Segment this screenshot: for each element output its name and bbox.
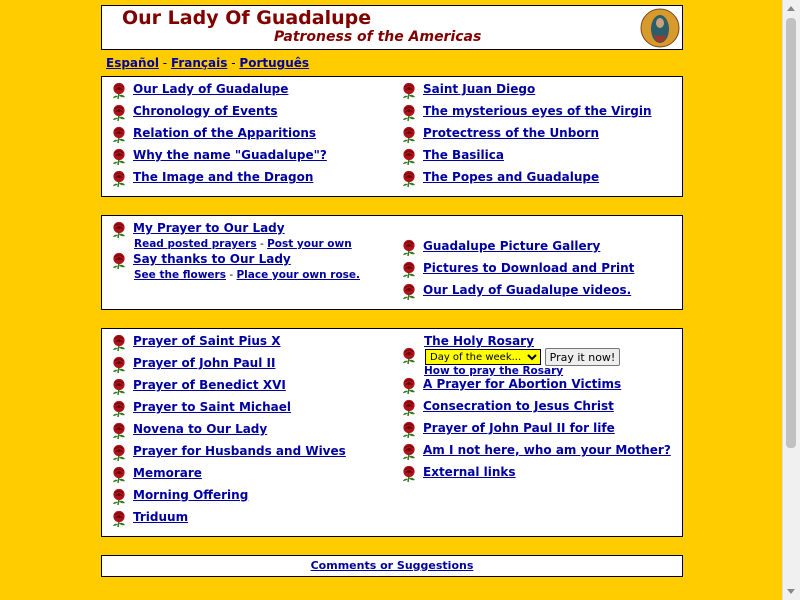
prayer-link[interactable]: Memorare — [133, 466, 202, 480]
comments-box — [101, 555, 683, 577]
topic-link[interactable]: Saint Juan Diego — [423, 82, 536, 96]
topic-link[interactable]: Relation of the Apparitions — [133, 126, 317, 140]
site-header — [101, 5, 683, 50]
prayer-link[interactable]: Am I not here, who am your Mother? — [423, 443, 671, 457]
scroll-up-arrow-icon[interactable] — [787, 6, 795, 11]
language-links — [106, 56, 309, 70]
rose-icon — [111, 378, 127, 396]
devotions-section — [101, 215, 683, 310]
day-of-week-select[interactable] — [425, 349, 541, 365]
say-thanks-link[interactable]: Say thanks to Our Lady — [133, 252, 291, 266]
rose-icon — [111, 170, 127, 188]
rose-icon — [401, 82, 417, 100]
rose-icon — [401, 465, 417, 483]
rose-icon — [111, 422, 127, 440]
external-links-link[interactable]: External links — [423, 465, 516, 479]
rose-icon — [401, 170, 417, 188]
topic-link[interactable]: The Basilica — [423, 148, 504, 162]
topic-link[interactable]: The Image and the Dragon — [133, 170, 314, 184]
separator: - — [231, 56, 236, 70]
how-to-pray-rosary-link[interactable]: How to pray the Rosary — [424, 365, 564, 377]
topic-link[interactable]: Protectress of the Unborn — [423, 126, 600, 140]
prayer-link[interactable]: Novena to Our Lady — [133, 422, 268, 436]
comments-link[interactable]: Comments or Suggestions — [310, 559, 474, 572]
prayer-sublinks — [134, 238, 352, 250]
topic-link[interactable]: Our Lady of Guadalupe — [133, 82, 289, 96]
prayer-link[interactable]: Consecration to Jesus Christ — [423, 399, 614, 413]
prayer-link[interactable]: Prayer of Benedict XVI — [133, 378, 286, 392]
see-flowers-link[interactable]: See the flowers — [134, 269, 226, 281]
language-pt-link[interactable]: Português — [239, 56, 310, 70]
topic-link[interactable]: Chronology of Events — [133, 104, 278, 118]
post-prayer-link[interactable]: Post your own — [267, 238, 352, 250]
site-subtitle: Patroness of the Americas — [274, 29, 482, 45]
prayer-link[interactable]: A Prayer for Abortion Victims — [423, 377, 622, 391]
prayer-link[interactable]: Prayer to Saint Michael — [133, 400, 292, 414]
read-prayers-link[interactable]: Read posted prayers — [134, 238, 257, 250]
vertical-scrollbar[interactable] — [782, 0, 800, 600]
topic-link[interactable]: The Popes and Guadalupe — [423, 170, 600, 184]
our-lady-medallion-icon — [640, 8, 680, 48]
videos-link[interactable]: Our Lady of Guadalupe videos. — [423, 283, 632, 297]
rose-icon — [401, 399, 417, 417]
site-title: Our Lady Of Guadalupe — [122, 7, 372, 29]
separator: - — [162, 56, 168, 70]
rose-icon — [401, 443, 417, 461]
rose-icon — [111, 252, 127, 270]
rose-icon — [111, 444, 127, 462]
rose-icon — [401, 261, 417, 279]
topic-link[interactable]: Why the name "Guadalupe"? — [133, 148, 327, 162]
prayers-section — [101, 328, 683, 537]
rose-icon — [111, 356, 127, 374]
prayer-link[interactable]: Prayer of Saint Pius X — [133, 334, 281, 348]
rose-icon — [401, 283, 417, 301]
scroll-down-arrow-icon[interactable] — [787, 589, 795, 594]
scroll-thumb[interactable] — [786, 18, 796, 448]
rose-icon — [401, 148, 417, 166]
rose-icon — [111, 221, 127, 239]
rose-icon — [111, 510, 127, 528]
rose-icon — [401, 377, 417, 395]
thanks-sublinks — [134, 269, 360, 281]
gallery-link[interactable]: Guadalupe Picture Gallery — [423, 239, 601, 253]
language-es-link[interactable]: Español — [106, 56, 159, 70]
separator: - — [259, 238, 264, 250]
rose-icon — [111, 148, 127, 166]
rose-icon — [111, 334, 127, 352]
rose-icon — [111, 104, 127, 122]
rose-icon — [401, 239, 417, 257]
rose-icon — [401, 104, 417, 122]
separator: - — [229, 269, 234, 281]
rose-icon — [111, 488, 127, 506]
rose-icon — [111, 82, 127, 100]
pray-it-now-button[interactable]: Pray it now! — [545, 348, 620, 366]
rose-icon — [401, 347, 417, 365]
prayer-link[interactable]: Morning Offering — [133, 488, 249, 502]
pictures-link[interactable]: Pictures to Download and Print — [423, 261, 635, 275]
my-prayer-link[interactable]: My Prayer to Our Lady — [133, 221, 285, 235]
place-rose-link[interactable]: Place your own rose. — [236, 269, 361, 281]
rose-icon — [111, 466, 127, 484]
prayer-link[interactable]: Prayer of John Paul II for life — [423, 421, 615, 435]
rose-icon — [401, 126, 417, 144]
prayer-link[interactable]: Triduum — [133, 510, 189, 524]
prayer-link[interactable]: Prayer for Husbands and Wives — [133, 444, 346, 458]
language-fr-link[interactable]: Français — [170, 56, 228, 70]
prayer-link[interactable]: Prayer of John Paul II — [133, 356, 276, 370]
rose-icon — [401, 421, 417, 439]
topic-link[interactable]: The mysterious eyes of the Virgin — [423, 104, 652, 118]
rose-icon — [111, 400, 127, 418]
holy-rosary-link[interactable]: The Holy Rosary — [424, 334, 534, 348]
main-topics-section — [101, 76, 683, 197]
rose-icon — [111, 126, 127, 144]
